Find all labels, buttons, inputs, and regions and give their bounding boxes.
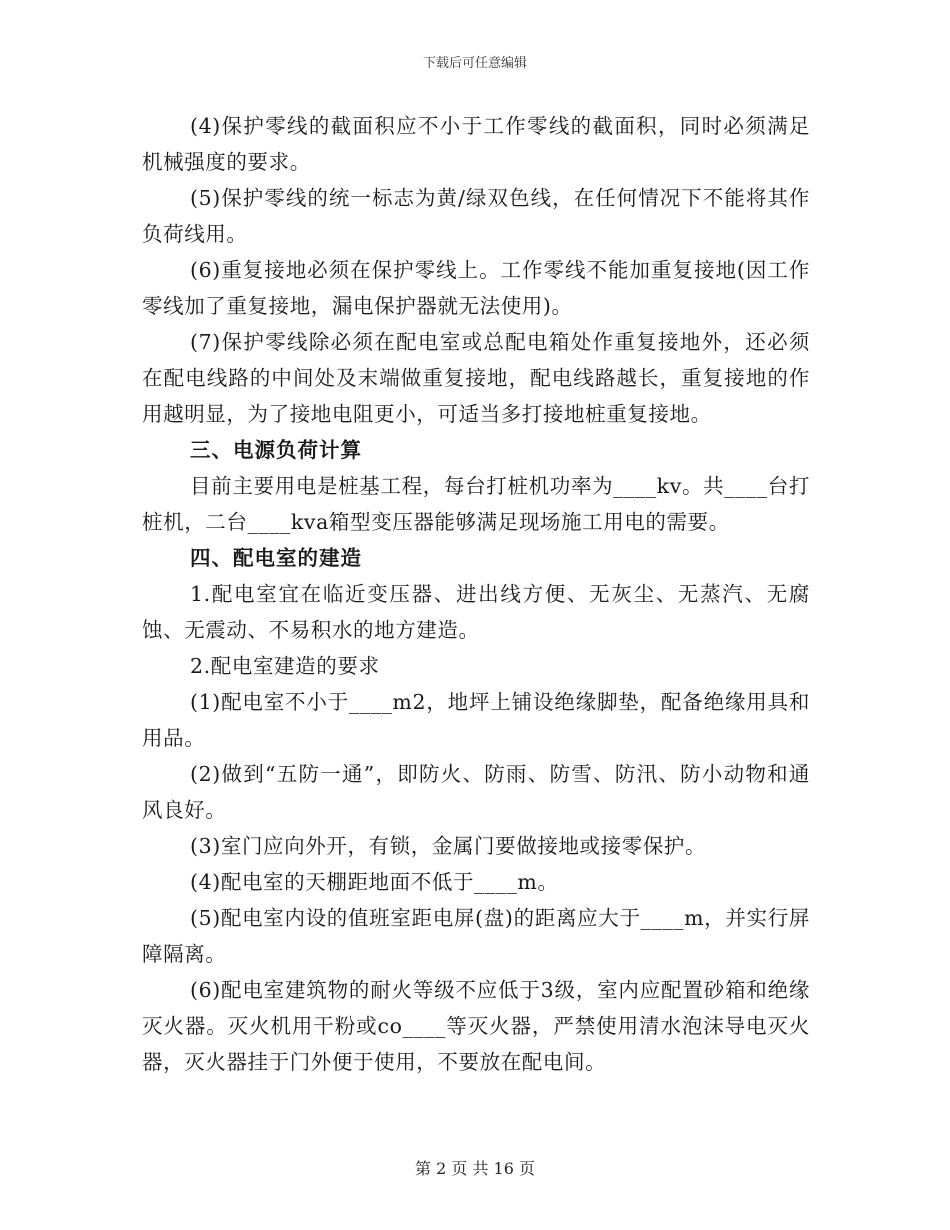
paragraph-room-area: (1)配电室不小于____m2，地坪上铺设绝缘脚垫，配备绝缘用具和用品。 xyxy=(142,690,810,750)
paragraph-load-calculation: 目前主要用电是桩基工程，每台打桩机功率为____kv。共____台打桩机，二台____kva箱型变压器能够满足现场施工用电的需要。 xyxy=(142,474,810,534)
page-header: 下载后可任意编辑 xyxy=(422,56,527,71)
paragraph-duty-room-distance: (5)配电室内设的值班室距电屏(盘)的距离应大于____m，并实行屏障隔离。 xyxy=(142,906,810,966)
paragraph-protective-neutral-color: (5)保护零线的统一标志为黄/绿双色线，在任何情况下不能将其作负荷线用。 xyxy=(142,186,810,246)
paragraph-five-protections: (2)做到“五防一通”，即防火、防雨、防雪、防汛、防小动物和通风良好。 xyxy=(142,762,810,822)
paragraph-room-location: 1.配电室宜在临近变压器、进出线方便、无灰尘、无蒸汽、无腐蚀、无震动、不易积水的地方建造。 xyxy=(142,582,810,642)
paragraph-door: (3)室门应向外开，有锁，金属门要做接地或接零保护。 xyxy=(190,834,707,858)
page-footer: 第 2 页 共 16 页 xyxy=(415,1159,535,1178)
paragraph-ceiling-height: (4)配电室的天棚距地面不低于____m。 xyxy=(190,870,559,894)
document-body xyxy=(142,108,810,1080)
section-heading-distribution-room: 四、配电室的建造 xyxy=(190,546,362,570)
paragraph-protective-neutral-cross-section: (4)保护零线的截面积应不小于工作零线的截面积，同时必须满足机械强度的要求。 xyxy=(142,114,810,174)
paragraph-room-requirements-title: 2.配电室建造的要求 xyxy=(190,654,380,678)
paragraph-fire-rating: (6)配电室建筑物的耐火等级不应低于3级，室内应配置砂箱和绝缘灭火器。灭火机用干粉或co____等灭火器，严禁使用清水泡沫导电灭火器，灭火器挂于门外便于使用，不要放在配电间。 xyxy=(142,978,810,1074)
section-heading-load-calculation: 三、电源负荷计算 xyxy=(190,438,362,462)
paragraph-repeat-grounding: (6)重复接地必须在保护零线上。工作零线不能加重复接地(因工作零线加了重复接地，漏电保护器就无法使用)。 xyxy=(142,258,810,318)
paragraph-grounding-locations: (7)保护零线除必须在配电室或总配电箱处作重复接地外，还必须在配电线路的中间处及末端做重复接地，配电线路越长，重复接地的作用越明显，为了接地电阻更小，可适当多打接地桩重复接地。 xyxy=(142,330,810,426)
